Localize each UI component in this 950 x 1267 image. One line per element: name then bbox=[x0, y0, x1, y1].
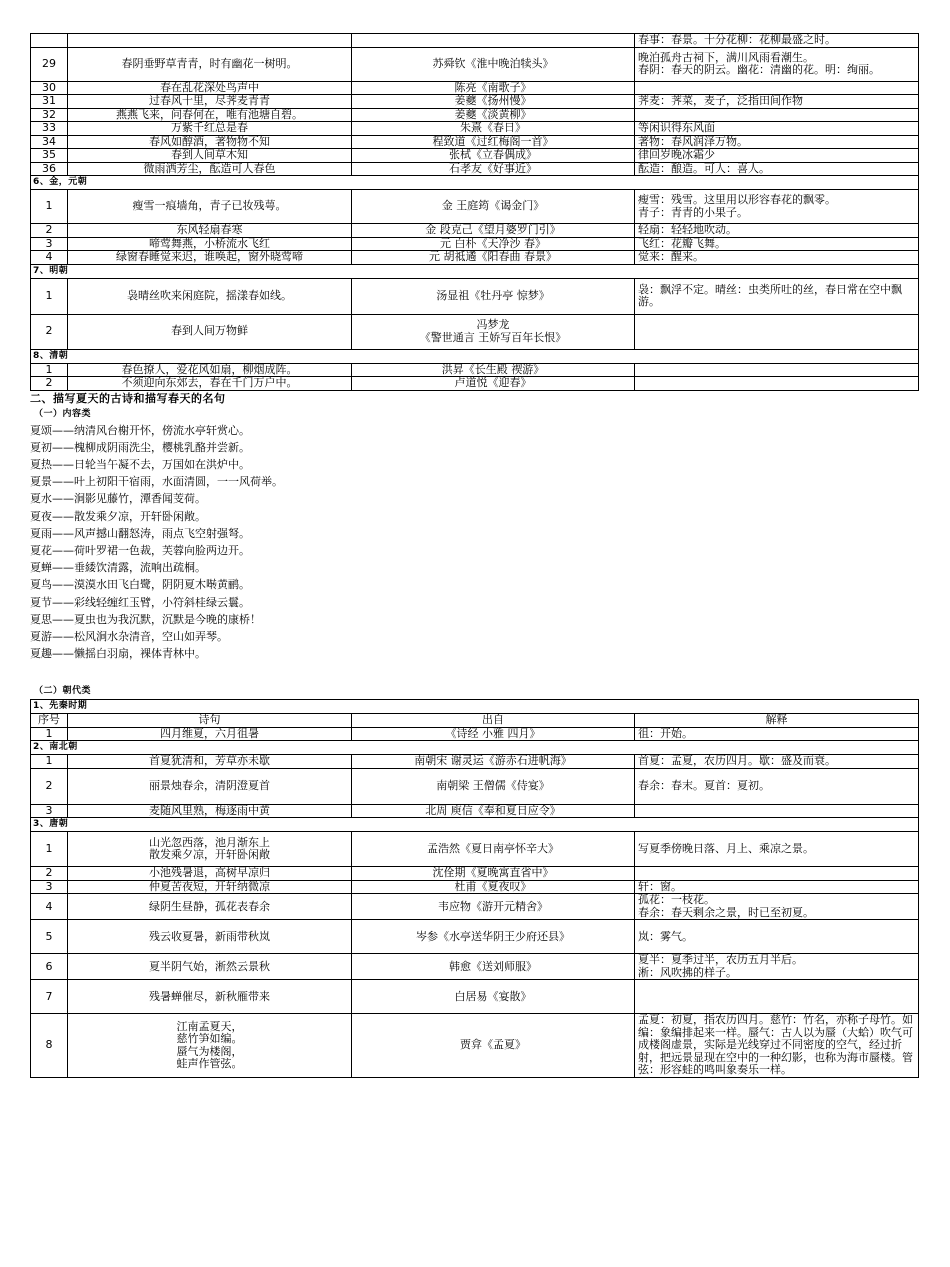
table-row bbox=[31, 95, 919, 109]
section-label: 2、南北朝 bbox=[31, 741, 919, 755]
row-number: 4 bbox=[31, 894, 68, 920]
section-row bbox=[31, 176, 919, 190]
poem-source: 朱熹《春日》 bbox=[352, 122, 635, 136]
explanation bbox=[635, 980, 919, 1014]
summer-line: 夏夜——散发乘夕凉，开轩卧闲敞。 bbox=[30, 509, 206, 523]
poem-line: 小池残暑退，高树早凉归 bbox=[68, 867, 352, 881]
poem-source: 石孝友《好事近》 bbox=[352, 162, 635, 176]
poem-source: 韩愈《送刘师服》 bbox=[352, 954, 635, 980]
row-number: 33 bbox=[31, 122, 68, 136]
section-label: 1、先秦时期 bbox=[31, 700, 919, 714]
explanation bbox=[635, 108, 919, 122]
table-row bbox=[31, 377, 919, 391]
summer-line: 夏趣——懒摇白羽扇，裸体青林中。 bbox=[30, 647, 206, 661]
poem-line: 残云收夏暑，新雨带秋岚 bbox=[68, 920, 352, 954]
poem-source: 姜夔《淡黄柳》 bbox=[352, 108, 635, 122]
explanation: 轩：窗。 bbox=[635, 880, 919, 894]
table-row bbox=[31, 727, 919, 741]
poem-source: 洪昇《长生殿 禊游》 bbox=[352, 363, 635, 377]
table-row bbox=[31, 1014, 919, 1078]
poem-line: 诗句 bbox=[68, 714, 352, 728]
explanation bbox=[635, 314, 919, 349]
row-number: 3 bbox=[31, 237, 68, 251]
table-row bbox=[31, 162, 919, 176]
poem-source: 元 胡祗遹《阳春曲 春景》 bbox=[352, 251, 635, 265]
poem-line: 绿阴生昼静，孤花表春余 bbox=[68, 894, 352, 920]
poem-source: 白居易《宴散》 bbox=[352, 980, 635, 1014]
poem-line: 瘦雪一痕墙角，青子已妆残萼。 bbox=[68, 190, 352, 224]
table-row bbox=[31, 314, 919, 349]
table-row bbox=[31, 768, 919, 804]
explanation: 孤花：一枝花。 春余：春天剩余之景，时已至初夏。 bbox=[635, 894, 919, 920]
explanation bbox=[635, 377, 919, 391]
table-row bbox=[31, 135, 919, 149]
row-number: 1 bbox=[31, 832, 68, 867]
explanation: 酝造：酿造。可人：喜人。 bbox=[635, 162, 919, 176]
section-heading-summer: 二、描写夏天的古诗和描写春天的名句 bbox=[30, 391, 226, 405]
summer-line: 夏初——槐柳成阴雨洗尘，樱桃乳酪并尝新。 bbox=[30, 440, 250, 454]
poem-source: 韦应物《游开元精舍》 bbox=[352, 894, 635, 920]
explanation: 徂：开始。 bbox=[635, 727, 919, 741]
table-row bbox=[31, 920, 919, 954]
table-row bbox=[31, 149, 919, 163]
summer-line: 夏思——夏虫也为我沉默，沉默是今晚的康桥！ bbox=[30, 612, 261, 626]
poem-line: 首夏犹清和，芳草亦未歇 bbox=[68, 755, 352, 769]
poem-source: 陈亮《南歌子》 bbox=[352, 81, 635, 95]
explanation bbox=[635, 867, 919, 881]
row-number: 6 bbox=[31, 954, 68, 980]
subheading-dynasty-category: （二）朝代类 bbox=[34, 686, 92, 697]
summer-line: 夏鸟——漠漠水田飞白鹭，阴阴夏木啭黄鹂。 bbox=[30, 578, 250, 592]
table-row bbox=[31, 81, 919, 95]
poem-line: 麦随风里熟，梅逐雨中黄 bbox=[68, 804, 352, 818]
poem-line: 山光忽西落，池月渐东上 散发乘夕凉，开轩卧闲敞 bbox=[68, 832, 352, 867]
poem-source: 程致道《过红梅阁一首》 bbox=[352, 135, 635, 149]
poem-source: 杜甫《夏夜叹》 bbox=[352, 880, 635, 894]
table-row bbox=[31, 108, 919, 122]
poem-source: 冯梦龙 《警世通言 王娇写百年长恨》 bbox=[352, 314, 635, 349]
poem-source: 金 王庭筠《谒金门》 bbox=[352, 190, 635, 224]
row-number: 2 bbox=[31, 377, 68, 391]
section-row bbox=[31, 741, 919, 755]
section-row bbox=[31, 700, 919, 714]
poem-source: 贾弇《孟夏》 bbox=[352, 1014, 635, 1078]
table-row bbox=[31, 237, 919, 251]
poem-source: 岑参《水亭送华阴王少府还县》 bbox=[352, 920, 635, 954]
table-row bbox=[31, 867, 919, 881]
explanation bbox=[635, 804, 919, 818]
poem-source: 元 白朴《天净沙 春》 bbox=[352, 237, 635, 251]
row-number: 5 bbox=[31, 920, 68, 954]
row-number: 8 bbox=[31, 1014, 68, 1078]
poem-line bbox=[68, 34, 352, 48]
poem-line: 啼莺舞燕，小桥流水飞红 bbox=[68, 237, 352, 251]
explanation: 觉来：醒来。 bbox=[635, 251, 919, 265]
table-row bbox=[31, 755, 919, 769]
header-row bbox=[31, 714, 919, 728]
poem-line: 丽景烛春余，清阴澄夏首 bbox=[68, 768, 352, 804]
row-number: 35 bbox=[31, 149, 68, 163]
poem-source: 姜夔《扬州慢》 bbox=[352, 95, 635, 109]
row-number: 1 bbox=[31, 727, 68, 741]
poem-line: 春在乱花深处鸟声中 bbox=[68, 81, 352, 95]
row-number: 1 bbox=[31, 363, 68, 377]
poem-line: 春到人间草木知 bbox=[68, 149, 352, 163]
table-row bbox=[31, 880, 919, 894]
explanation: 袅：飘浮不定。晴丝：虫类所吐的丝，春日常在空中飘游。 bbox=[635, 278, 919, 314]
explanation: 律回岁晚冰霜少 bbox=[635, 149, 919, 163]
row-number: 1 bbox=[31, 755, 68, 769]
table-row bbox=[31, 278, 919, 314]
explanation: 著物：春风润泽万物。 bbox=[635, 135, 919, 149]
explanation: 春事：春景。十分花柳：花柳最盛之时。 bbox=[635, 34, 919, 48]
explanation bbox=[635, 81, 919, 95]
poem-line: 绿窗春睡觉来迟，谁唤起，窗外晓莺啼 bbox=[68, 251, 352, 265]
poem-source: 孟浩然《夏日南亭怀辛大》 bbox=[352, 832, 635, 867]
section-label: 3、唐朝 bbox=[31, 818, 919, 832]
row-number: 2 bbox=[31, 867, 68, 881]
poem-line: 春到人间万物鲜 bbox=[68, 314, 352, 349]
poem-source: 沈佺期《夏晚寓直省中》 bbox=[352, 867, 635, 881]
poem-line: 微雨洒芳尘，酝造可人春色 bbox=[68, 162, 352, 176]
section-label: 6、金，元朝 bbox=[31, 176, 919, 190]
explanation: 等闲识得东风面 bbox=[635, 122, 919, 136]
summer-line: 夏节——彩线轻缠红玉臂，小符斜桂绿云鬟。 bbox=[30, 595, 250, 609]
explanation: 孟夏：初夏，指农历四月。慈竹：竹名，亦称子母竹。如编：象编排起来一样。蜃气：古人以为蜃（大蛤）吹气可成楼阁虚景，实际是光线穿过不同密度的空气，经过折射，把远景显现在空中的一种幻影，也称为海市蜃楼。管弦：形容蛙的鸣叫象奏乐一样。 bbox=[635, 1014, 919, 1078]
explanation: 瘦雪：残雪。这里用以形容春花的飘零。 青子：青青的小果子。 bbox=[635, 190, 919, 224]
section-label: 8、清朝 bbox=[31, 349, 919, 363]
explanation: 解释 bbox=[635, 714, 919, 728]
table-row bbox=[31, 804, 919, 818]
summer-line: 夏游——松风涧水杂清音，空山如弄琴。 bbox=[30, 629, 228, 643]
row-number: 4 bbox=[31, 251, 68, 265]
poem-source: 《诗经 小雅 四月》 bbox=[352, 727, 635, 741]
summer-line: 夏花——荷叶罗裙一色裁，芙蓉向脸两边开。 bbox=[30, 543, 250, 557]
summer-lines-list bbox=[30, 422, 918, 663]
summer-line: 夏热——日轮当午凝不去，万国如在洪炉中。 bbox=[30, 457, 250, 471]
row-number: 32 bbox=[31, 108, 68, 122]
poem-line: 不须迎向东郊去，春在千门万户中。 bbox=[68, 377, 352, 391]
table-row bbox=[31, 832, 919, 867]
poem-line: 夏半阴气始，淅然云景秋 bbox=[68, 954, 352, 980]
row-number: 1 bbox=[31, 278, 68, 314]
table-row bbox=[31, 190, 919, 224]
table-row bbox=[31, 894, 919, 920]
poem-line: 袅晴丝吹来闲庭院，摇漾春如线。 bbox=[68, 278, 352, 314]
row-number: 3 bbox=[31, 880, 68, 894]
summer-line: 夏蝉——垂緌饮清露，流响出疏桐。 bbox=[30, 561, 206, 575]
poem-source: 出自 bbox=[352, 714, 635, 728]
row-number: 3 bbox=[31, 804, 68, 818]
subheading-content-category: （一）内容类 bbox=[34, 408, 92, 419]
poem-line: 春色撩人，爱花风如扇，柳烟成阵。 bbox=[68, 363, 352, 377]
poem-line: 江南孟夏天， 慈竹笋如编。 蜃气为楼阁， 蛙声作管弦。 bbox=[68, 1014, 352, 1078]
row-number: 31 bbox=[31, 95, 68, 109]
row-number: 2 bbox=[31, 224, 68, 238]
poem-line: 春风如醇酒，著物物不知 bbox=[68, 135, 352, 149]
row-number: 2 bbox=[31, 314, 68, 349]
spring-poems-table bbox=[30, 33, 919, 391]
poem-source: 汤显祖《牡丹亭 惊梦》 bbox=[352, 278, 635, 314]
explanation: 写夏季傍晚日落、月上、乘凉之景。 bbox=[635, 832, 919, 867]
summer-line: 夏颂——纳清风台榭开怀，傍流水亭轩赏心。 bbox=[30, 423, 250, 437]
row-number: 29 bbox=[31, 47, 68, 81]
poem-line: 残暑蝉催尽，新秋雁带来 bbox=[68, 980, 352, 1014]
table-row bbox=[31, 122, 919, 136]
row-number: 7 bbox=[31, 980, 68, 1014]
explanation bbox=[635, 363, 919, 377]
table-row bbox=[31, 980, 919, 1014]
row-number: 36 bbox=[31, 162, 68, 176]
poem-source: 卢道悦《迎春》 bbox=[352, 377, 635, 391]
table-row bbox=[31, 224, 919, 238]
poem-source: 南朝梁 王僧儒《侍宴》 bbox=[352, 768, 635, 804]
document-page bbox=[30, 33, 918, 1078]
poem-line: 万紫千红总是春 bbox=[68, 122, 352, 136]
section-label: 7、明朝 bbox=[31, 264, 919, 278]
explanation: 春余：春末。夏首：夏初。 bbox=[635, 768, 919, 804]
row-number: 2 bbox=[31, 768, 68, 804]
row-number: 30 bbox=[31, 81, 68, 95]
poem-source: 南朝宋 谢灵运《游赤石进帆海》 bbox=[352, 755, 635, 769]
explanation: 晚泊孤舟古祠下，满川风雨看潮生。 春阴：春天的阴云。幽花：清幽的花。明：绚丽。 bbox=[635, 47, 919, 81]
poem-source bbox=[352, 34, 635, 48]
row-number: 序号 bbox=[31, 714, 68, 728]
poem-line: 过春风十里，尽荠麦青青 bbox=[68, 95, 352, 109]
poem-source: 苏舜钦《淮中晚泊犊头》 bbox=[352, 47, 635, 81]
explanation: 荠麦：荠菜，麦子，泛指田间作物 bbox=[635, 95, 919, 109]
table-row bbox=[31, 954, 919, 980]
poem-line: 燕燕飞来，问春何在，唯有池塘自碧。 bbox=[68, 108, 352, 122]
poem-source: 北周 庾信《奉和夏日应令》 bbox=[352, 804, 635, 818]
poem-line: 仲夏苦夜短，开轩纳微凉 bbox=[68, 880, 352, 894]
poem-line: 春阴垂野草青青，时有幽花一树明。 bbox=[68, 47, 352, 81]
poem-source: 金 段克己《望月婆罗门引》 bbox=[352, 224, 635, 238]
section-row bbox=[31, 264, 919, 278]
row-number: 34 bbox=[31, 135, 68, 149]
summer-poems-table bbox=[30, 699, 919, 1078]
section-row bbox=[31, 349, 919, 363]
row-number bbox=[31, 34, 68, 48]
table-row bbox=[31, 363, 919, 377]
table-row bbox=[31, 251, 919, 265]
summer-line: 夏水——涧影见藤竹，潭香闻芰荷。 bbox=[30, 492, 206, 506]
table-row bbox=[31, 34, 919, 48]
explanation: 夏半：夏季过半，农历五月半后。 淅：风吹拂的样子。 bbox=[635, 954, 919, 980]
poem-source: 张栻《立春偶成》 bbox=[352, 149, 635, 163]
poem-line: 东风轻扇春寒 bbox=[68, 224, 352, 238]
explanation: 轻扇：轻轻地吹动。 bbox=[635, 224, 919, 238]
explanation: 首夏：孟夏，农历四月。歇：盛及而衰。 bbox=[635, 755, 919, 769]
explanation: 岚：雾气。 bbox=[635, 920, 919, 954]
summer-line: 夏雨——风声撼山翻怒涛，雨点飞空射强弩。 bbox=[30, 526, 250, 540]
explanation: 飞红：花瓣飞舞。 bbox=[635, 237, 919, 251]
summer-line: 夏景——叶上初阳干宿雨，水面清圆，一一风荷举。 bbox=[30, 475, 283, 489]
table-row bbox=[31, 47, 919, 81]
poem-line: 四月维夏，六月徂暑 bbox=[68, 727, 352, 741]
section-row bbox=[31, 818, 919, 832]
row-number: 1 bbox=[31, 190, 68, 224]
